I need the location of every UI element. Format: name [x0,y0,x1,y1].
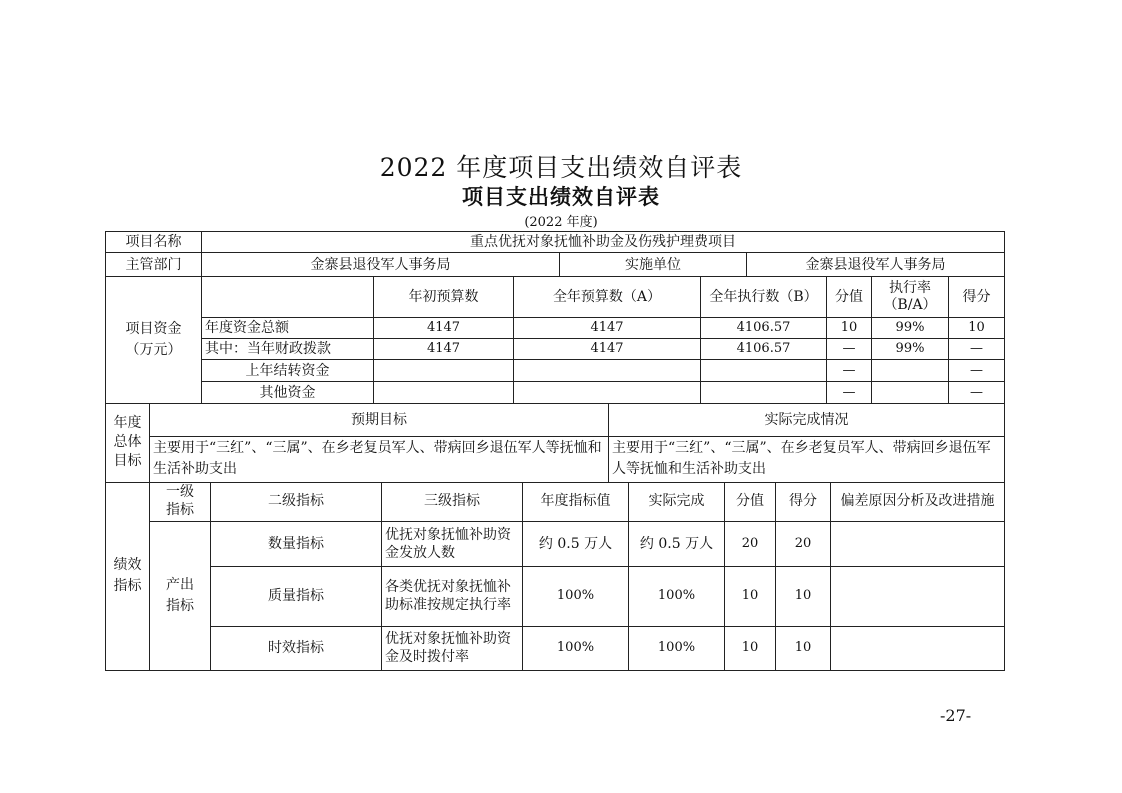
funds-row-score-value: — [827,382,872,404]
funds-row-name: 其他资金 [202,382,374,404]
funds-row [106,382,1005,404]
indicator-reason [831,566,1005,626]
funds-label: 项目资金 （万元） [106,277,202,404]
project-name-label: 项目名称 [106,232,202,253]
indicator-level3: 优抚对象抚恤补助资金发放人数 [382,521,523,566]
indicator-target: 100% [523,566,629,626]
indicator-row [106,626,1005,670]
funds-row-annual: 4147 [514,339,701,360]
indicator-score-value: 20 [725,521,776,566]
indicators-table [105,482,1005,671]
funds-row-executed [701,360,827,382]
funds-row-name: 其中：当年财政拨款 [202,339,374,360]
indicators-header-target: 年度指标值 [523,482,629,521]
goals-actual-text: 主要用于“三红”、“三属”、在乡老复员军人、带病回乡退伍军人等抚恤和生活补助支出 [609,436,1005,482]
indicator-score: 10 [776,566,831,626]
funds-row-rate [872,382,949,404]
indicators-label: 绩效 指标 [106,482,150,670]
indicators-header-reason: 偏差原因分析及改进措施 [831,482,1005,521]
indicator-actual: 100% [629,626,725,670]
indicators-level1-name: 产出 指标 [150,521,211,670]
indicators-header-score-value: 分值 [725,482,776,521]
funds-row-initial: 4147 [374,318,514,339]
indicators-header-level1: 一级 指标 [150,482,211,521]
indicator-row [106,521,1005,566]
goals-actual-label: 实际完成情况 [609,404,1005,436]
document-subtitle: 项目支出绩效自评表 [462,184,660,209]
indicator-target: 100% [523,626,629,670]
indicators-header-actual: 实际完成 [629,482,725,521]
funds-header-blank [202,277,374,318]
indicators-header-score: 得分 [776,482,831,521]
funds-row-name: 上年结转资金 [202,360,374,382]
funds-row-score-value: — [827,360,872,382]
funds-row-annual [514,382,701,404]
funds-row-rate: 99% [872,318,949,339]
impl-value: 金寨县退役军人事务局 [747,253,1005,277]
goals-expected-text: 主要用于“三红”、“三属”、在乡老复员军人、带病回乡退伍军人等抚恤和生活补助支出 [150,436,609,482]
funds-header-score: 得分 [949,277,1005,318]
indicator-level2: 时效指标 [211,626,382,670]
funds-row-executed: 4106.57 [701,339,827,360]
impl-label: 实施单位 [560,253,747,277]
indicator-reason [831,521,1005,566]
funds-header-rate: 执行率 （B/A） [872,277,949,318]
funds-row-score: 10 [949,318,1005,339]
funds-header-annual: 全年预算数（A） [514,277,701,318]
indicator-level3: 各类优抚对象抚恤补助标准按规定执行率 [382,566,523,626]
goals-label: 年度 总体 目标 [106,404,150,482]
indicator-level3: 优抚对象抚恤补助资金及时拨付率 [382,626,523,670]
funds-row-initial [374,382,514,404]
indicator-score: 10 [776,626,831,670]
document-year: (2022 年度) [524,215,598,230]
goals-table [105,404,1005,483]
funds-row-score: — [949,339,1005,360]
indicator-actual: 100% [629,566,725,626]
funds-row-score-value: 10 [827,318,872,339]
funds-row-score: — [949,382,1005,404]
dept-value: 金寨县退役军人事务局 [202,253,560,277]
funds-header-executed: 全年执行数（B） [701,277,827,318]
funds-row-initial [374,360,514,382]
funds-row-score: — [949,360,1005,382]
page-number: -27- [940,706,972,725]
funds-row-score-value: — [827,339,872,360]
funds-header-score-value: 分值 [827,277,872,318]
funds-row-initial: 4147 [374,339,514,360]
indicator-reason [831,626,1005,670]
indicators-header-level3: 三级指标 [382,482,523,521]
indicator-row [106,566,1005,626]
funds-row [106,360,1005,382]
funds-row [106,318,1005,339]
funds-row-rate [872,360,949,382]
indicators-header-level2: 二级指标 [211,482,382,521]
funds-row-executed [701,382,827,404]
goals-expected-label: 预期目标 [150,404,609,436]
indicator-score: 20 [776,521,831,566]
indicator-score-value: 10 [725,566,776,626]
indicator-level2: 数量指标 [211,521,382,566]
indicator-actual: 约 0.5 万人 [629,521,725,566]
document-title: 2022 年度项目支出绩效自评表 [379,153,743,182]
funds-header-initial: 年初预算数 [374,277,514,318]
funds-row-annual: 4147 [514,318,701,339]
basic-funds-table [105,231,1005,404]
indicator-target: 约 0.5 万人 [523,521,629,566]
funds-row-name: 年度资金总额 [202,318,374,339]
funds-row-rate: 99% [872,339,949,360]
funds-row [106,339,1005,360]
indicator-level2: 质量指标 [211,566,382,626]
funds-row-executed: 4106.57 [701,318,827,339]
project-name: 重点优抚对象抚恤补助金及伤残护理费项目 [202,232,1005,253]
funds-row-annual [514,360,701,382]
indicator-score-value: 10 [725,626,776,670]
dept-label: 主管部门 [106,253,202,277]
